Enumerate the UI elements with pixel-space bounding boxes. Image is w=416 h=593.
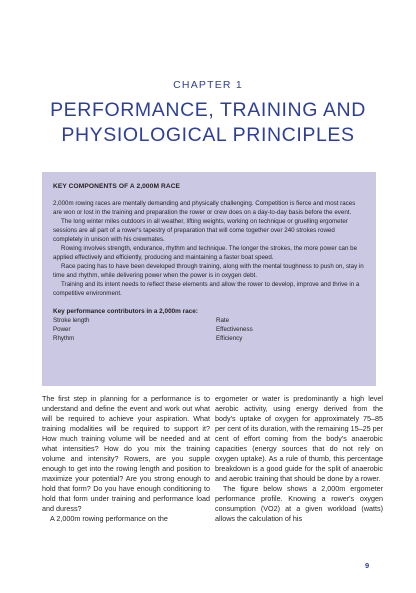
page-number: 9 [365, 561, 370, 570]
body-paragraph: ergometer or water is predominantly a high level aerobic activity, using energy derived from the body's uptake of oxygen for approximately 75–85 per cent of its duration, with the remaining 15–25 per cent of effort coming from the body's anaerobic capacities (energy sources that do not rely on oxygen uptake). As a rule of thumb, this percentage breakdown is a good guide for the split of anaerobic and aerobic training that should be done by a rower. [215, 394, 383, 483]
chapter-title-line-1: PERFORMANCE, TRAINING AND [50, 99, 366, 121]
contributor-item: Effectiveness [216, 326, 253, 333]
key-box-paragraph: 2,000m rowing races are mentally demanding and physically challenging. Competition is fierce and most races are won or lost in the training and preparation the rower or crew does on a day-to-day basis before the event. [53, 200, 356, 216]
body-column-right [215, 394, 383, 524]
key-box-paragraph: Training and its intent needs to reflect these elements and allow the rower to develop, improve and thrive in a competitive environment. [53, 281, 360, 297]
chapter-title [0, 98, 416, 148]
chapter-title-line-2: PHYSIOLOGICAL PRINCIPLES [61, 124, 355, 146]
key-components-box [42, 172, 376, 386]
contributors-heading: Key performance contributors in a 2,000m race: [53, 308, 198, 315]
key-box-paragraph: The long winter miles outdoors in all weather, lifting weights, working on technique or gruelling ergometer sessions are all part of a rower's tapestry of preparation that will come together over 240 strokes rowed completely in unison with his crewmates. [53, 218, 348, 243]
body-column-left [42, 394, 210, 524]
contributors-list [53, 316, 365, 343]
key-box-paragraph: Rowing involves strength, endurance, rhythm and technique. The longer the strokes, the more power can be applied effectively and efficiently, producing and maintaining a faster boat speed. [53, 245, 358, 261]
contributor-item: Power [53, 326, 71, 333]
key-box-heading: KEY COMPONENTS OF A 2,000M RACE [53, 183, 181, 190]
body-paragraph: The first step in planning for a performance is to understand and define the event and work out what will be required to achieve your aspiration. What training modalities will be required to support it? How much training volume will be needed and at what intensities? How do you mix the training volume and intensity? Rowers, are you supple enough to get into the rowing length and position to maximize your potential? Are you strong enough to hold that form? Do you have enough conditioning to hold that form under training and performance load and duress? [42, 394, 210, 513]
contributor-item: Rhythm [53, 335, 75, 342]
contributor-item: Stroke length [53, 317, 90, 324]
contributor-item: Efficiency [216, 335, 243, 342]
chapter-label: CHAPTER 1 [173, 79, 243, 91]
body-paragraph: A 2,000m rowing performance on the [50, 514, 168, 523]
contributor-item: Rate [216, 317, 230, 324]
body-paragraph: The figure below shows a 2,000m ergometer performance profile. Knowing a rower's oxygen consumption (VO2) at a given workload (watts) allows the calculation of his [215, 484, 383, 523]
key-box-paragraph: Race pacing has to have been developed through training, along with the mental toughness to push on, stay in time and rhythm, while delivering power when the power is in oxygen debt. [53, 263, 364, 279]
